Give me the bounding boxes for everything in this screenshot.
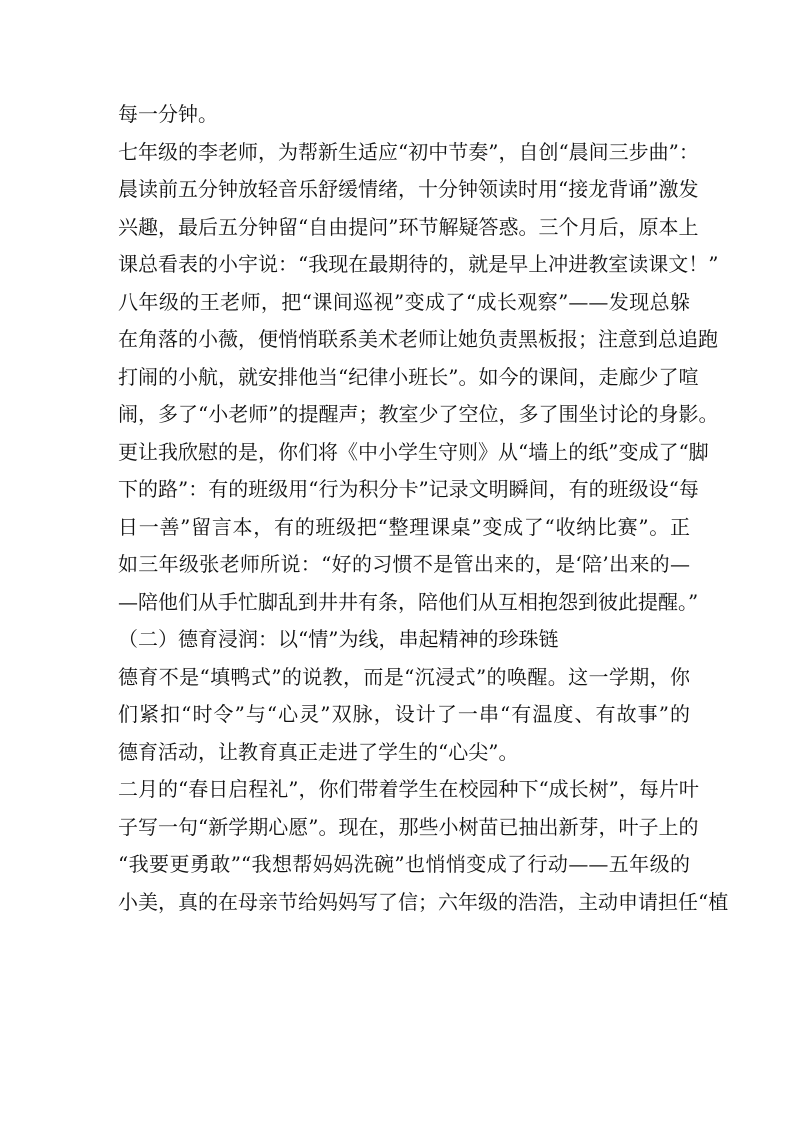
text-line: 更让我欣慰的是，你们将《中小学生守则》从“墙上的纸”变成了“脚 [118,439,709,464]
text-line: 兴趣，最后五分钟留“自由提问”环节解疑答惑。三个月后，原本上 [118,214,699,239]
text-line: 课总看表的小宇说：“我现在最期待的，就是早上冲进教室读课文！” [118,252,719,276]
text-line: 七年级的李老师，为帮新生适应“初中节奏”，自创“晨间三步曲”： [118,139,699,164]
text-line: 下的路”：有的班级用“行为积分卡”记录文明瞬间，有的班级设“每 [118,477,699,501]
text-line: 日一善”留言本，有的班级把“整理课桌”变成了“收纳比赛”。正 [118,514,690,539]
text-line: 闹，多了“小老师”的提醒声；教室少了空位，多了围坐讨论的身影。 [118,402,719,426]
text-line: 每一分钟。 [118,102,218,126]
text-line: 打闹的小航，就安排他当“纪律小班长”。如今的课间，走廊少了喧 [118,364,699,389]
text-line: 在角落的小薇，便悄悄联系美术老师让她负责黑板报；注意到总追跑 [118,327,718,351]
text-line: 如三年级张老师所说：“好的习惯不是管出来的，是‘陪’出来的— [118,552,690,576]
document-body [118,96,729,921]
text-line: 晨读前五分钟放轻音乐舒缓情绪，十分钟领读时用“接龙背诵”激发 [118,177,699,201]
text-line: 德育不是“填鸭式”的说教，而是“沉浸式”的唤醒。这一学期，你 [118,664,690,689]
text-line: 子写一句“新学期心愿”。现在，那些小树苗已抽出新芽，叶子上的 [118,814,699,839]
text-line: 二月的“春日启程礼”，你们带着学生在校园种下“成长树”，每片叶 [118,777,699,801]
text-line: “我要更勇敢”“我想帮妈妈洗碗”也悄悄变成了行动——五年级的 [118,852,690,876]
text-line: 八年级的王老师，把“课间巡视”变成了“成长观察”——发现总躲 [118,289,690,314]
section-heading: （二）德育浸润：以“情”为线，串起精神的珍珠链 [118,627,559,651]
text-line: 德育活动，让教育真正走进了学生的“心尖”。 [118,739,519,764]
text-line: 小美，真的在母亲节给妈妈写了信；六年级的浩浩，主动申请担任“植 [118,889,729,914]
text-line: 们紧扣“时令”与“心灵”双脉，设计了一串“有温度、有故事”的 [118,702,690,726]
text-line: —陪他们从手忙脚乱到井井有条，陪他们从互相抱怨到彼此提醒。” [118,589,699,614]
